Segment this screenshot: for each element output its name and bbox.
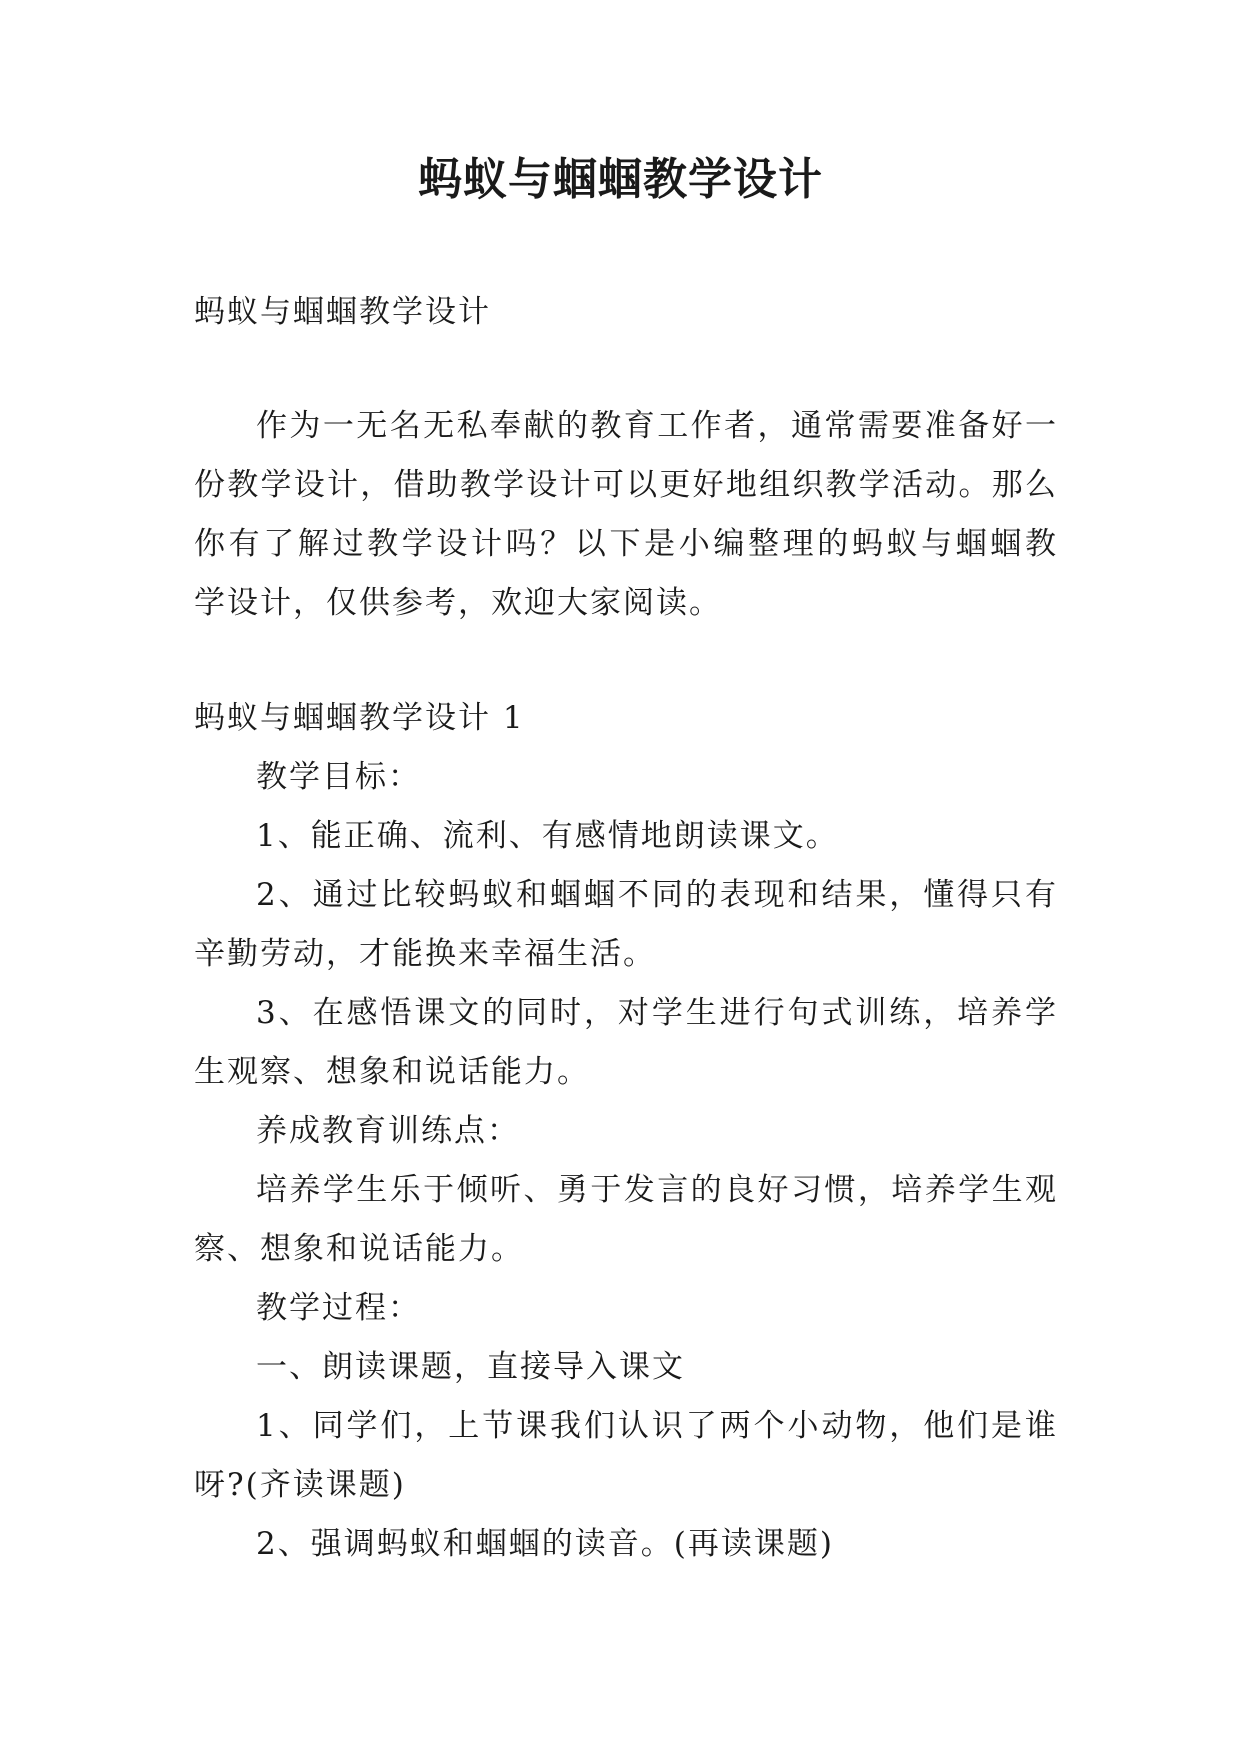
process-step-1-item-1-line-1: 1、同学们，上节课我们认识了两个小动物，他们是谁 <box>256 1408 1058 1444</box>
intro-line-3: 你有了解过教学设计吗？以下是小编整理的蚂蚁与蝈蝈教 <box>194 526 1058 562</box>
process-step-1-heading: 一、朗读课题，直接导入课文 <box>256 1349 685 1385</box>
training-point-line-1: 培养学生乐于倾听、勇于发言的良好习惯，培养学生观 <box>256 1172 1058 1208</box>
goal-3-line-1: 3、在感悟课文的同时，对学生进行句式训练，培养学 <box>256 995 1058 1031</box>
document-title: 蚂蚁与蝈蝈教学设计 <box>418 154 823 205</box>
intro-line-2: 份教学设计，借助教学设计可以更好地组织教学活动。那么 <box>194 467 1058 503</box>
intro-line-1: 作为一无名无私奉献的教育工作者，通常需要准备好一 <box>256 408 1058 444</box>
subtitle-line: 蚂蚁与蝈蝈教学设计 <box>194 294 491 330</box>
goal-2-line-2: 辛勤劳动，才能换来幸福生活。 <box>194 936 656 972</box>
goal-1: 1、能正确、流利、有感情地朗读课文。 <box>256 818 839 854</box>
teaching-process-heading: 教学过程： <box>256 1290 421 1326</box>
teaching-goals-heading: 教学目标： <box>256 759 421 795</box>
process-step-1-item-2: 2、强调蚂蚁和蝈蝈的读音。(再读课题) <box>256 1526 834 1562</box>
goal-2-line-1: 2、通过比较蚂蚁和蝈蝈不同的表现和结果，懂得只有 <box>256 877 1058 913</box>
section-heading-1: 蚂蚁与蝈蝈教学设计 1 <box>194 700 525 736</box>
training-point-heading: 养成教育训练点： <box>256 1113 520 1149</box>
training-point-line-2: 察、想象和说话能力。 <box>194 1231 524 1267</box>
intro-line-4: 学设计，仅供参考，欢迎大家阅读。 <box>194 585 722 621</box>
goal-3-line-2: 生观察、想象和说话能力。 <box>194 1054 590 1090</box>
process-step-1-item-1-line-2: 呀?(齐读课题) <box>194 1467 406 1503</box>
